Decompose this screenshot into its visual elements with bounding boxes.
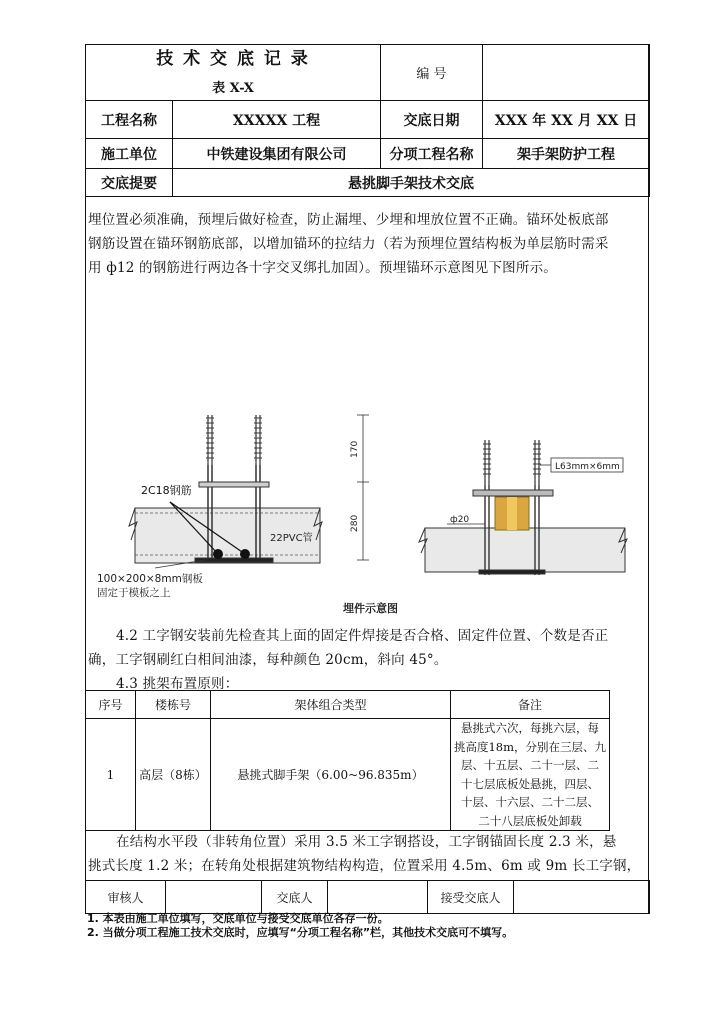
rebar-label: 2C18钢筋 bbox=[141, 484, 192, 497]
sub-project-value: 架手架防护工程 bbox=[483, 139, 650, 169]
remark-line: 悬挑式六次，每挑六层，每 bbox=[461, 721, 599, 735]
title-cell bbox=[86, 45, 381, 101]
table-header: 楼栋号 bbox=[136, 691, 211, 719]
paragraph-3: 4.3 挑架布置原则： bbox=[116, 676, 239, 692]
angle-steel-label: L63mm×6mm bbox=[555, 462, 620, 472]
table-header: 架体组合类型 bbox=[211, 691, 451, 719]
unit-label: 施工单位 bbox=[86, 139, 173, 169]
right-slab bbox=[419, 528, 627, 572]
paragraph-4-line: 在结构水平段（非转角位置）采用 3.5 米工字钢搭设，工字钢锚固长度 2.3 米，悬 bbox=[116, 834, 617, 850]
figure-caption: 埋件示意图 bbox=[343, 602, 398, 615]
note-1: 1. 本表由施工单位填写，交底单位与接受交底单位各存一份。 bbox=[87, 912, 389, 925]
paragraph-4 bbox=[88, 830, 648, 878]
date-label: 交底日期 bbox=[381, 101, 483, 139]
unit-value: 中铁建设集团有限公司 bbox=[173, 139, 381, 169]
table-header: 备注 bbox=[451, 691, 610, 719]
dimension-170: 170 bbox=[350, 440, 360, 458]
remark-line: 层、十五层、二十一层、二 bbox=[461, 758, 599, 772]
paragraph-1 bbox=[88, 208, 648, 280]
remark-line: 二十八层底板处卸载 bbox=[478, 813, 582, 828]
paragraph-2 bbox=[88, 624, 648, 696]
dimension-280: 280 bbox=[350, 514, 360, 532]
paragraph-2-line: 确，工字钢刷红白相间油漆，每种颜色 20cm，斜向 45°。 bbox=[88, 652, 448, 668]
discloser-label: 交底人 bbox=[262, 881, 328, 914]
code-label: 编 号 bbox=[381, 45, 483, 101]
reviewer-label: 审核人 bbox=[86, 881, 166, 914]
paragraph-1-line: 钢筋设置在锚环钢筋底部，以增加锚环的拉结力（若为预埋位置结构板为单层筋时需采 bbox=[88, 236, 609, 252]
paragraph-1-line: 埋位置必须准确，预埋后做好检查，防止漏埋、少埋和埋放位置不正确。锚环处板底部 bbox=[88, 212, 609, 228]
table-header: 序号 bbox=[86, 691, 136, 719]
embedded-parts-diagram bbox=[95, 410, 635, 620]
date-value: XXX 年 XX 月 XX 日 bbox=[483, 101, 650, 139]
summary-value: 悬挑脚手架技术交底 bbox=[173, 169, 650, 197]
receiver-value bbox=[514, 881, 650, 914]
plate-label-2: 固定于模板之上 bbox=[97, 587, 171, 599]
remark-line: 挑高度18m，分别在三层、九 bbox=[453, 739, 607, 754]
footer-notes bbox=[87, 912, 513, 940]
paragraph-1-line: 用 ф12 的钢筋进行两边各十字交叉绑扎加固）。预埋锚环示意图见下图所示。 bbox=[88, 260, 557, 276]
reviewer-value bbox=[166, 881, 262, 914]
receiver-label: 接受交底人 bbox=[428, 881, 514, 914]
paragraph-4-line: 挑式长度 1.2 米；在转角处根据建筑物结构构造，位置采用 4.5m、6m 或 9m 长工字钢， bbox=[88, 858, 641, 874]
plate-label-1: 100×200×8mm钢板 bbox=[97, 573, 203, 585]
scaffold-layout-table bbox=[85, 690, 610, 831]
project-name-value: XXXXX 工程 bbox=[173, 101, 381, 139]
dimension-line bbox=[357, 415, 369, 560]
form-number: 表 X-X bbox=[212, 80, 254, 96]
discloser-value bbox=[328, 881, 428, 914]
phi20-label: ф20 bbox=[450, 515, 470, 525]
remark-line: 十层、十六层、二十二层、 bbox=[461, 795, 599, 809]
row-building: 高层（8栋） bbox=[136, 719, 211, 831]
project-name-label: 工程名称 bbox=[86, 101, 173, 139]
row-remark bbox=[451, 719, 610, 831]
header-table bbox=[85, 44, 650, 197]
pvc-label: 22PVC管 bbox=[270, 533, 313, 544]
note-2: 2. 当做分项工程施工技术交底时，应填写“分项工程名称”栏，其他技术交底可不填写。 bbox=[87, 926, 514, 939]
page-title: 技 术 交 底 记 录 bbox=[156, 48, 310, 69]
row-type: 悬挑式脚手架（6.00~96.835m） bbox=[211, 719, 451, 831]
code-value bbox=[483, 45, 650, 101]
remark-line: 十七层底板处悬挑，四层、 bbox=[461, 776, 599, 791]
row-number: 1 bbox=[86, 719, 136, 831]
sub-project-label: 分项工程名称 bbox=[381, 139, 483, 169]
paragraph-2-line: 4.2 工字钢安装前先检查其上面的固定件焊接是否合格、固定件位置、个数是否正 bbox=[116, 628, 609, 644]
summary-label: 交底提要 bbox=[86, 169, 173, 197]
signature-table bbox=[85, 880, 650, 914]
